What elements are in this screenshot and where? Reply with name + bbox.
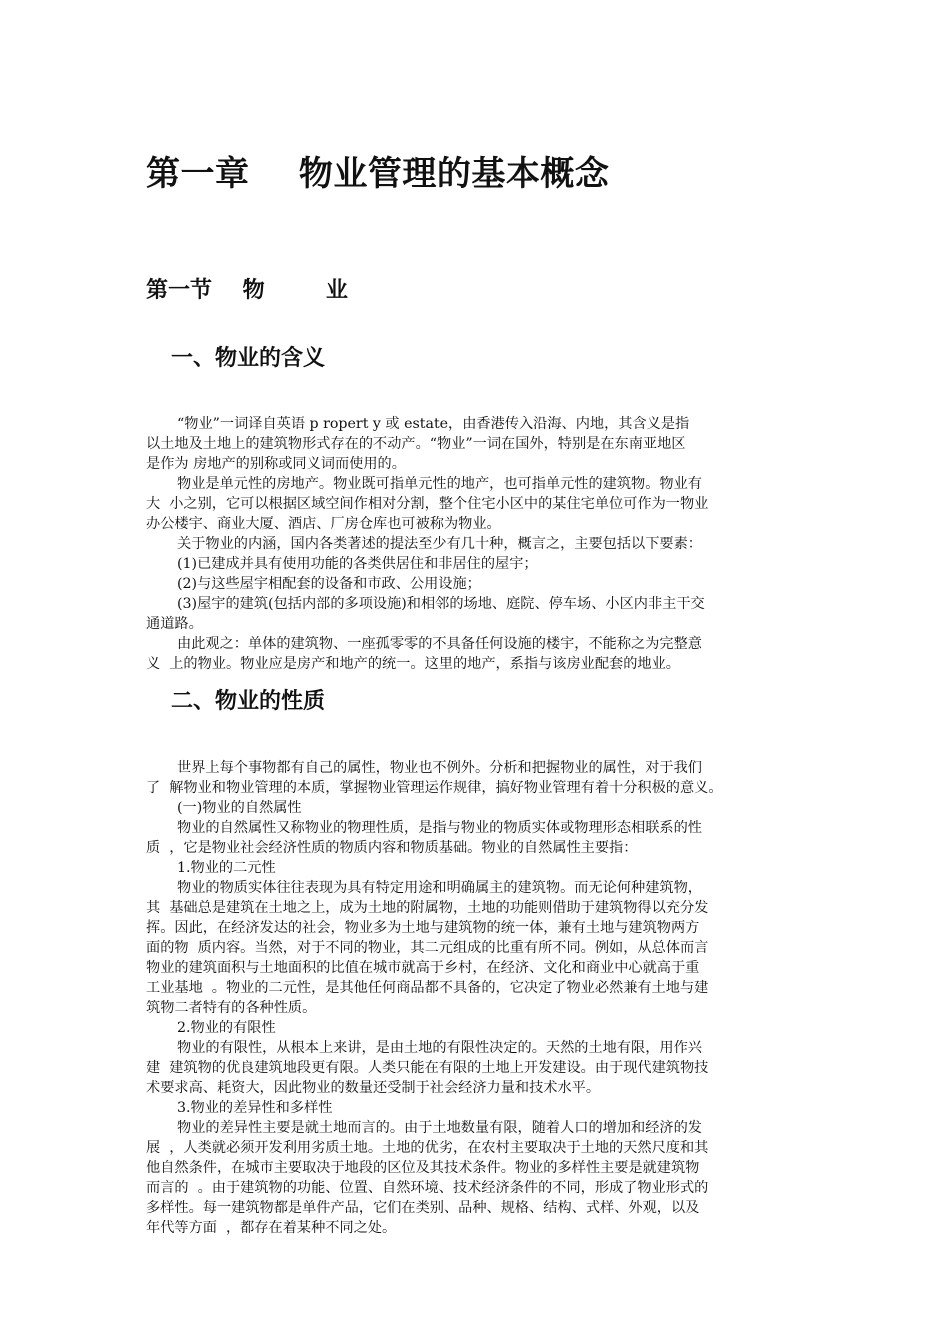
text-line: 展 ，人类就必须开发利用劣质土地。土地的优劣，在农村主要取决于土地的天然尺度和其 bbox=[146, 1140, 709, 1156]
text-line: 筑物二者特有的各种性质。 bbox=[146, 1000, 317, 1016]
text-line: 大 小之别，它可以根据区域空间作相对分割，整个住宅小区中的某住宅单位可作为一物业 bbox=[146, 496, 709, 512]
text-line: 由此观之：单体的建筑物、一座孤零零的不具备任何设施的楼宇，不能称之为完整意 bbox=[177, 636, 702, 652]
text-line: 其 基础总是建筑在土地之上，成为土地的附属物，土地的功能则借助于建筑物得以充分发 bbox=[146, 900, 709, 916]
text-line: 物业的有限性，从根本上来讲，是由土地的有限性决定的。天然的土地有限，用作兴 bbox=[177, 1040, 702, 1056]
text-line: 物业的物质实体往往表现为具有特定用途和明确属主的建筑物。而无论何种建筑物， bbox=[177, 880, 702, 896]
paragraph-block-nature bbox=[146, 758, 816, 1238]
text-line: (1)已建成并具有使用功能的各类供居住和非居住的屋宇； bbox=[177, 556, 538, 572]
subsection-title-nature: 二、物业的性质 bbox=[171, 689, 326, 714]
text-line: 办公楼宇、商业大厦、酒店、厂房仓库也可被称为物业。 bbox=[146, 516, 501, 532]
text-line: 3.物业的差异性和多样性 bbox=[177, 1100, 333, 1116]
text-line: 2.物业的有限性 bbox=[177, 1020, 276, 1036]
section-title: 第一节 物 业 bbox=[146, 278, 348, 303]
text-line: (一)物业的自然属性 bbox=[177, 800, 302, 816]
text-line: 义 上的物业。物业应是房产和地产的统一。这里的地产，系指与该房业配套的地业。 bbox=[146, 656, 680, 672]
text-line: 建 建筑物的优良建筑地段更有限。人类只能在有限的土地上开发建设。由于现代建筑物技 bbox=[146, 1060, 709, 1076]
text-line: 术要求高、耗资大，因此物业的数量还受制于社会经济力量和技术水平。 bbox=[146, 1080, 601, 1096]
text-line: 了 解物业和物业管理的本质，掌握物业管理运作规律，搞好物业管理有着十分积极的意义。 bbox=[146, 780, 723, 796]
subsection-title-meaning: 一、物业的含义 bbox=[171, 346, 326, 371]
text-line: 关于物业的内涵，国内各类著述的提法至少有几十种，概言之，主要包括以下要素： bbox=[177, 536, 702, 552]
text-line: (3)屋宇的建筑(包括内部的多项设施)和相邻的场地、庭院、停车场、小区内非主干交 bbox=[177, 596, 705, 612]
text-line: (2)与这些屋宇相配套的设备和市政、公用设施； bbox=[177, 576, 481, 592]
text-line: “物业”一词译自英语 p ropert y 或 estate，由香港传入沿海、内地，其含义是指 bbox=[177, 416, 690, 432]
text-line: 物业的建筑面积与土地面积的比值在城市就高于乡村，在经济、文化和商业中心就高于重 bbox=[146, 960, 700, 976]
text-line: 多样性。每一建筑物都是单件产品，它们在类别、品种、规格、结构、式样、外观，以及 bbox=[146, 1200, 700, 1216]
chapter-title: 第一章 物业管理的基本概念 bbox=[146, 154, 610, 194]
text-line: 而言的 。由于建筑物的功能、位置、自然环境、技术经济条件的不同，形成了物业形式的 bbox=[146, 1180, 709, 1196]
paragraph-block-meaning bbox=[146, 414, 816, 674]
text-line: 1.物业的二元性 bbox=[177, 860, 276, 876]
text-line: 他自然条件，在城市主要取决于地段的区位及其技术条件。物业的多样性主要是就建筑物 bbox=[146, 1160, 700, 1176]
text-line: 通道路。 bbox=[146, 616, 203, 632]
text-line: 挥。因此，在经济发达的社会，物业多为土地与建筑物的统一体，兼有土地与建筑物两方 bbox=[146, 920, 700, 936]
text-line: 世界上每个事物都有自己的属性，物业也不例外。分析和把握物业的属性，对于我们 bbox=[177, 760, 702, 776]
text-line: 物业的自然属性又称物业的物理性质，是指与物业的物质实体或物理形态相联系的性 bbox=[177, 820, 702, 836]
text-line: 物业是单元性的房地产。物业既可指单元性的地产，也可指单元性的建筑物。物业有 bbox=[177, 476, 702, 492]
text-line: 质 ，它是物业社会经济性质的物质内容和物质基础。物业的自然属性主要指： bbox=[146, 840, 638, 856]
text-line: 以土地及土地上的建筑物形式存在的不动产。“物业”一词在国外，特别是在东南亚地区 bbox=[146, 436, 686, 452]
text-line: 年代等方面 ，都存在着某种不同之处。 bbox=[146, 1220, 397, 1236]
text-line: 面的物 质内容。当然，对于不同的物业，其二元组成的比重有所不同。例如，从总体而言 bbox=[146, 940, 709, 956]
text-line: 是作为 房地产的别称或同义词而使用的。 bbox=[146, 456, 406, 472]
text-line: 工业基地 。物业的二元性，是其他任何商品都不具备的，它决定了物业必然兼有土地与建 bbox=[146, 980, 709, 996]
text-line: 物业的差异性主要是就土地而言的。由于土地数量有限，随着人口的增加和经济的发 bbox=[177, 1120, 702, 1136]
